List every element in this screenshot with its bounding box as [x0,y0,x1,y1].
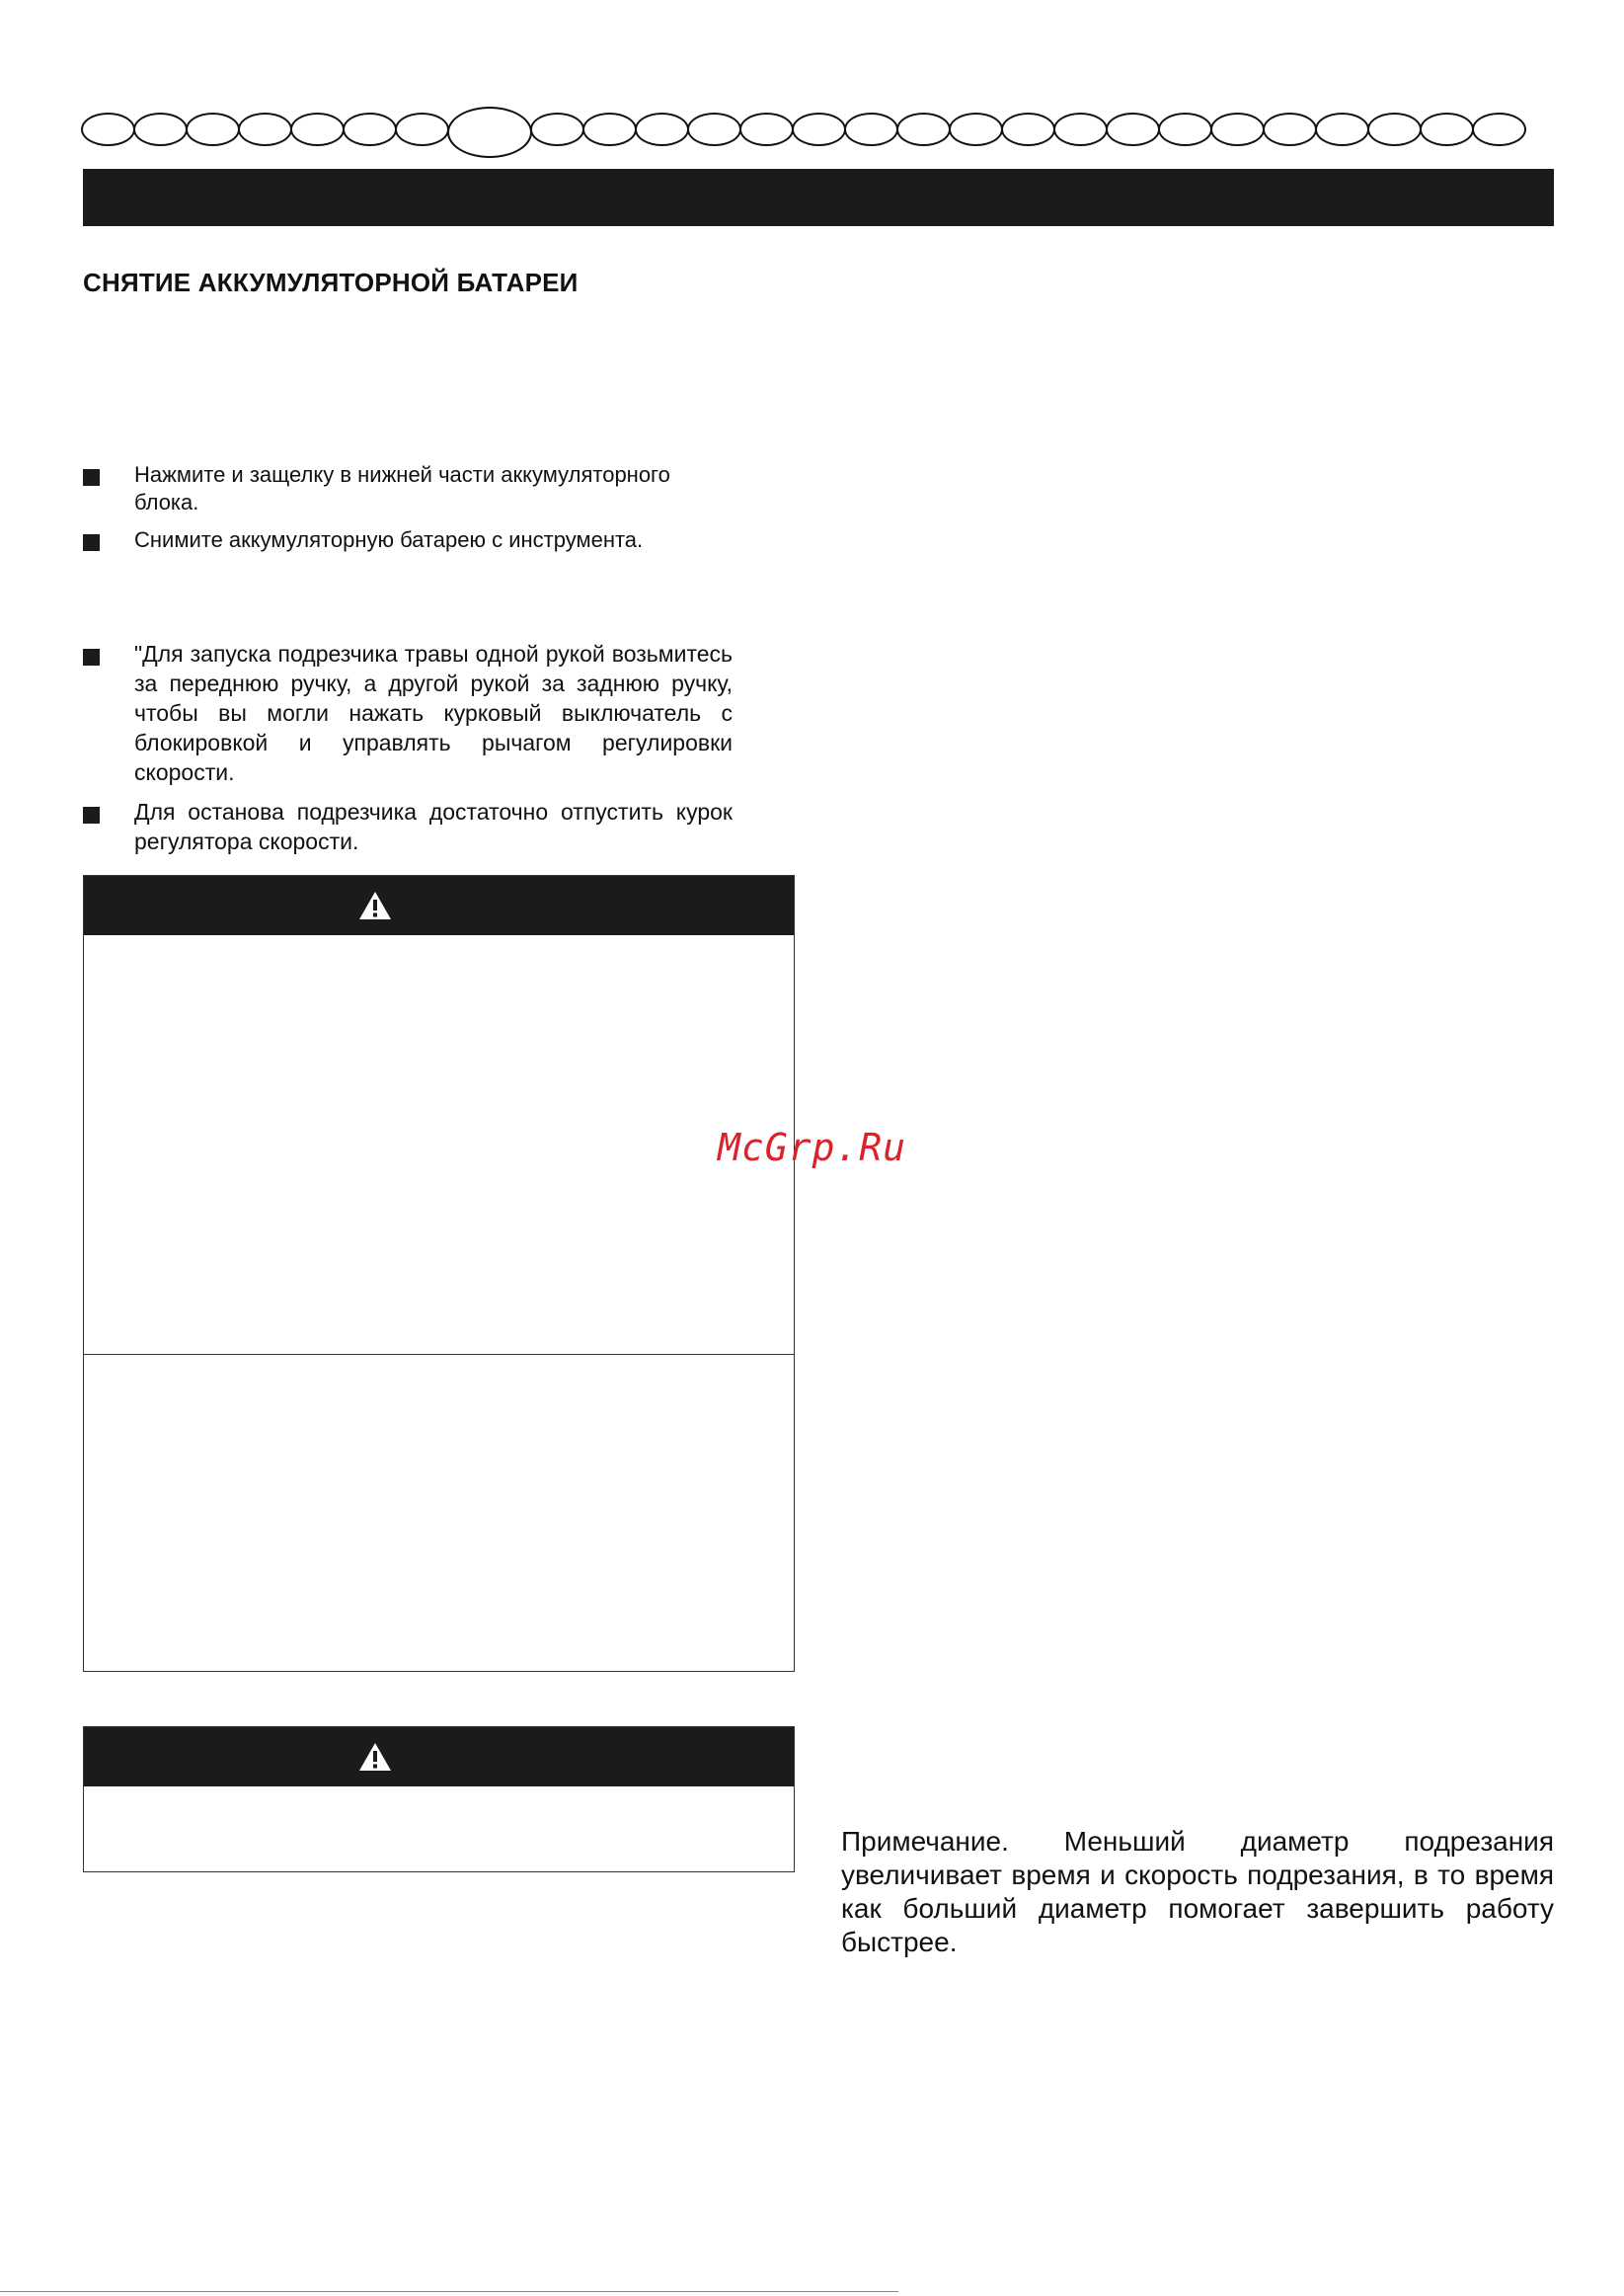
language-tab [1315,113,1369,146]
list-item [83,526,733,554]
language-tab [582,113,637,146]
language-tab [1158,113,1212,146]
list-item-text: Нажмите и защелку в нижней части аккумуляторного блока. [134,462,670,515]
list-item-text: "Для запуска подрезчика травы одной рукой возьмитесь за переднюю ручку, а другой рукой за заднюю ручку, чтобы вы могли нажать курковый выключатель с блокировкой и управлять рычагом регулировки скорости. [134,641,733,785]
list-item-text: Для останова подрезчика достаточно отпустить курок регулятора скорости. [134,799,733,854]
language-tab [844,113,898,146]
language-tab [739,113,794,146]
footer-rule [0,2291,898,2292]
warning-triangle-icon [357,890,393,921]
language-tab [343,113,397,146]
language-tab [290,113,345,146]
language-tab [1367,113,1422,146]
language-tab [1210,113,1265,146]
language-tab [792,113,846,146]
warning-box [83,1726,795,1872]
language-tab [896,113,951,146]
language-tab [530,113,584,146]
section-title: СНЯТИЕ АККУМУЛЯТОРНОЙ БАТАРЕИ [83,268,579,297]
warning-header [84,1727,794,1786]
square-bullet-icon [83,649,100,666]
language-tab [1420,113,1474,146]
language-tab [1106,113,1160,146]
language-tab [1472,113,1526,146]
language-tab [133,113,188,146]
square-bullet-icon [83,469,100,486]
language-tab [635,113,689,146]
warning-triangle-icon [357,1741,393,1773]
language-tab [949,113,1003,146]
language-tab [1053,113,1108,146]
operation-steps-list [83,639,733,866]
square-bullet-icon [83,807,100,824]
warning-divider [84,1354,794,1355]
list-item [83,797,733,856]
language-tab [1001,113,1055,146]
language-tab [687,113,741,146]
language-tab [186,113,240,146]
list-item [83,639,733,787]
square-bullet-icon [83,534,100,551]
warning-box [83,875,795,1672]
language-tab [238,113,292,146]
battery-steps-list [83,461,733,564]
language-tab [81,113,135,146]
language-tab [395,113,449,146]
watermark-text: McGrp.Ru [718,1126,907,1169]
list-item-text: Снимите аккумуляторную батарею с инструмента. [134,527,644,552]
language-tab [1263,113,1317,146]
warning-header [84,876,794,935]
language-tab-active [447,107,532,158]
list-item [83,461,733,516]
note-text: Примечание. Меньший диаметр подрезания увеличивает время и скорость подрезания, в то время как больший диаметр помогает завершить работу быстрее. [841,1826,1554,1957]
language-tabs [81,107,1552,160]
section-header-bar [83,169,1554,226]
